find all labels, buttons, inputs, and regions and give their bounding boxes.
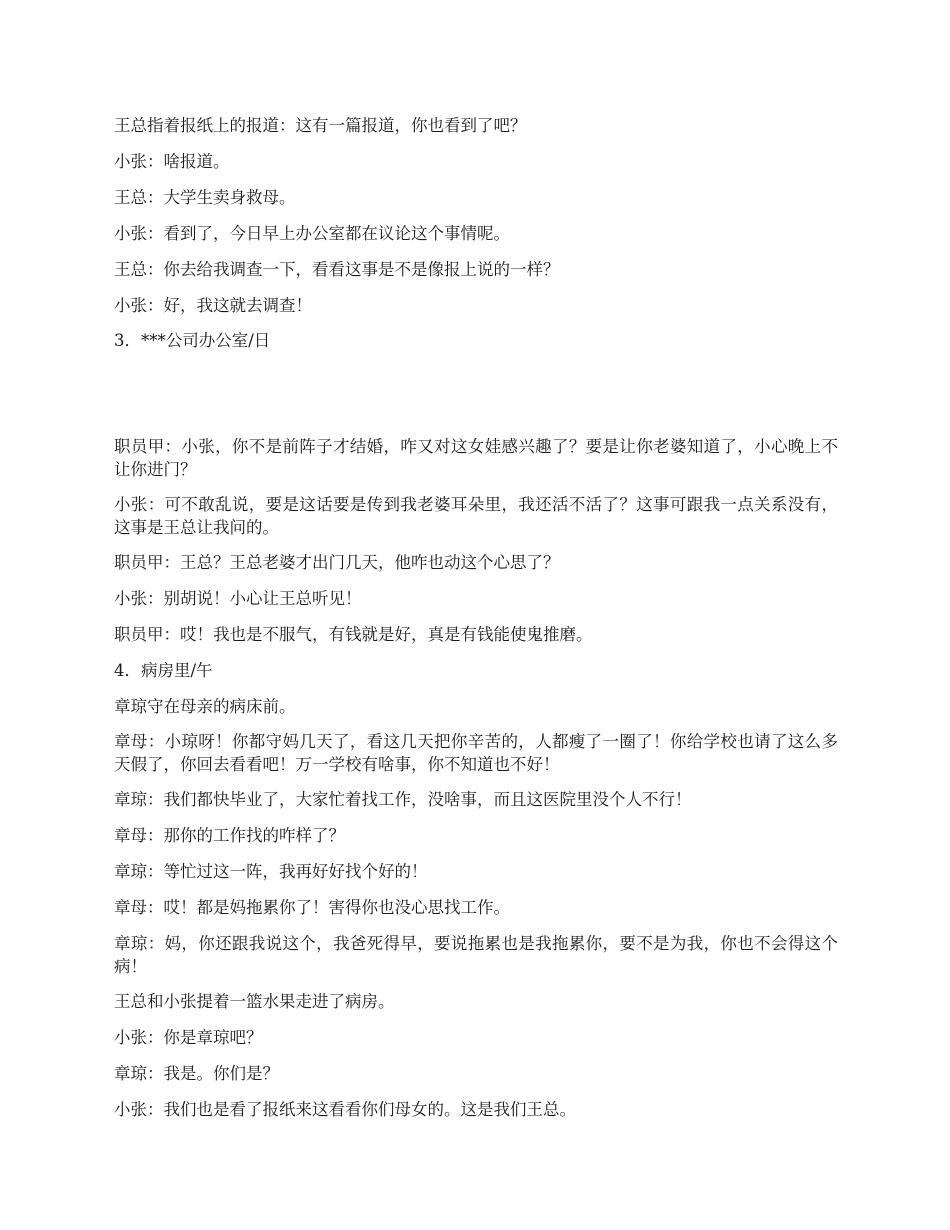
paragraph-14: 章琼：我们都快毕业了，大家忙着找工作，没啥事，而且这医院里没个人不行！: [114, 790, 692, 809]
paragraph-5: 王总：你去给我调查一下，看看这事是不是像报上说的一样？: [114, 260, 560, 279]
paragraph-4: 小张：看到了，今日早上办公室都在议论这个事情呢。: [114, 224, 510, 243]
paragraph-22: 小张：我们也是看了报纸来这看看你们母女的。这是我们王总。: [114, 1100, 576, 1119]
paragraph-10: 小张：别胡说！小心让王总听见！: [114, 589, 362, 608]
paragraph-15: 章母：那你的工作找的咋样了？: [114, 826, 345, 845]
paragraph-13: 章母：小琼呀！你都守妈几天了，看这几天把你辛苦的，人都瘦了一圈了！你给学校也请了这么多天假了，你回去看看吧！万一学校有啥事，你不知道也不好！: [114, 732, 838, 774]
paragraph-21: 章琼：我是。你们是？: [114, 1064, 279, 1083]
section-heading-3: 3．***公司办公室/日: [114, 331, 271, 350]
paragraph-12: 章琼守在母亲的病床前。: [114, 697, 296, 716]
paragraph-7: 职员甲：小张，你不是前阵子才结婚，咋又对这女娃感兴趣了？要是让你老婆知道了，小心晚上不让你进门？: [114, 437, 838, 479]
paragraph-8: 小张：可不敢乱说，要是这话要是传到我老婆耳朵里，我还活不活了？这事可跟我一点关系没有，这事是王总让我问的。: [114, 495, 838, 537]
paragraph-17: 章母：哎！都是妈拖累你了！害得你也没心思找工作。: [114, 898, 510, 917]
section-heading-4: 4．病房里/午: [114, 661, 213, 680]
paragraph-1: 王总指着报纸上的报道：这有一篇报道，你也看到了吧？: [114, 116, 527, 135]
paragraph-16: 章琼：等忙过这一阵，我再好好找个好的！: [114, 862, 428, 881]
paragraph-2: 小张：啥报道。: [114, 152, 230, 171]
paragraph-18: 章琼：妈，你还跟我说这个，我爸死得早，要说拖累也是我拖累你，要不是为我，你也不会得这个病！: [114, 934, 838, 976]
paragraph-19: 王总和小张提着一篮水果走进了病房。: [114, 992, 395, 1011]
paragraph-11: 职员甲：哎！我也是不服气，有钱就是好，真是有钱能使鬼推磨。: [114, 625, 593, 644]
paragraph-20: 小张：你是章琼吧？: [114, 1028, 263, 1047]
paragraph-6: 小张：好，我这就去调查！: [114, 296, 312, 315]
paragraph-3: 王总：大学生卖身救母。: [114, 188, 296, 207]
paragraph-9: 职员甲：王总？王总老婆才出门几天，他咋也动这个心思了？: [114, 553, 560, 572]
